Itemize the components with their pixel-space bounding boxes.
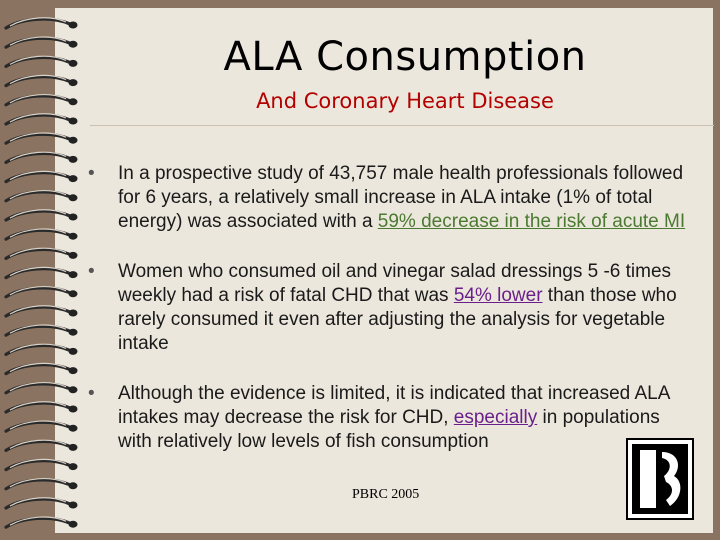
binding-hole [69, 79, 78, 86]
binding-hole [69, 290, 78, 297]
bullet-2-highlight: 54% lower [453, 285, 543, 306]
bullet-item-2 [88, 260, 688, 356]
binding-hole [69, 41, 78, 48]
bullet-item-3 [88, 382, 688, 454]
binding-hole [69, 98, 78, 105]
credit-text: PBRC 2005 [352, 487, 420, 502]
bullet-1-text: In a prospective study of 43,757 male health professionals followed for 6 years, a relatively small increase in ALA intake (1% of total energy) was associated with a [118, 163, 684, 232]
bullet-list [88, 162, 688, 480]
slide-subtitle: And Coronary Heart Disease [256, 89, 554, 113]
binding-hole [69, 271, 78, 278]
binding-hole [69, 310, 78, 317]
bullet-2-text: Women who consumed oil and vinegar salad dressings 5 -6 times weekly had a risk of fatal CHD that was [118, 261, 672, 306]
pbrc-logo-icon [626, 438, 694, 520]
bullet-marker: • [88, 383, 95, 404]
title-divider [90, 125, 714, 126]
binding-hole [69, 329, 78, 336]
binding-hole [69, 22, 78, 29]
binding-hole [69, 444, 78, 451]
binding-hole [69, 367, 78, 374]
binding-hole [69, 521, 78, 528]
slide-title: ALA Consumption [223, 34, 587, 80]
bullet-1-highlight: 59% decrease in the risk of acute MI [377, 211, 686, 232]
bullet-marker: • [88, 163, 95, 184]
spiral-binding [0, 0, 90, 540]
binding-hole [69, 425, 78, 432]
binding-hole [69, 156, 78, 163]
binding-hole [69, 194, 78, 201]
binding-hole [69, 482, 78, 489]
bullet-3-text-after: in populations with relatively low levels of fish consumption [118, 407, 660, 452]
binding-hole [69, 386, 78, 393]
binding-hole [69, 463, 78, 470]
binding-hole [69, 60, 78, 67]
binding-hole [69, 348, 78, 355]
binding-hole [69, 118, 78, 125]
bullet-3-highlight: especially [453, 407, 538, 428]
binding-hole [69, 214, 78, 221]
binding-hole [69, 406, 78, 413]
bullet-item-1 [88, 162, 688, 234]
bullet-marker: • [88, 261, 95, 282]
bullet-3-text: Although the evidence is limited, it is indicated that increased ALA intakes may decrease the risk for CHD, [118, 383, 670, 428]
binding-hole [69, 175, 78, 182]
bullet-2-text-after: than those who rarely consumed it even after adjusting the analysis for vegetable intake [118, 285, 677, 354]
binding-hole [69, 137, 78, 144]
binding-hole [69, 233, 78, 240]
binding-hole [69, 252, 78, 259]
binding-hole [69, 502, 78, 509]
